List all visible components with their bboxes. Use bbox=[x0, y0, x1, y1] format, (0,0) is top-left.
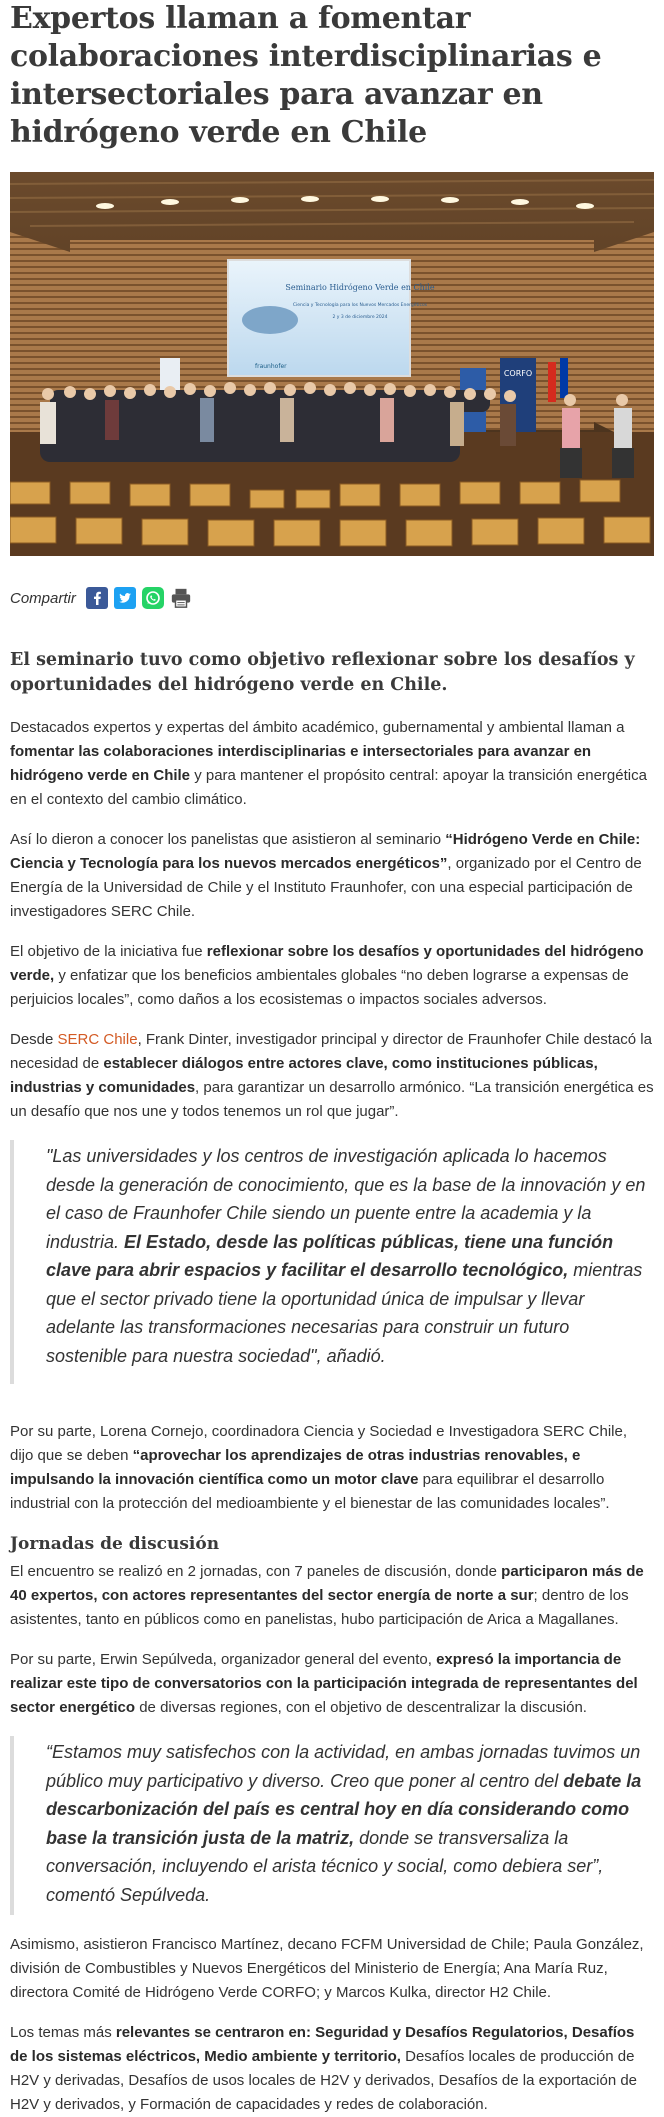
print-icon[interactable] bbox=[170, 587, 192, 609]
paragraph-7: Por su parte, Erwin Sepúlveda, organizador general del evento, expresó la importancia de realizar este tipo de conversatorios con la participación integrada de representantes del sector energético de diversas regiones, con el objetivo de descentralizar la discusión. bbox=[10, 1651, 638, 1716]
twitter-icon[interactable] bbox=[114, 587, 136, 609]
paragraph-2: Así lo dieron a conocer los panelistas que asistieron al seminario “Hidrógeno Verde en Chile: Ciencia y Tecnología para los nuevos mercados energéticos”, organizado por el Centro de Energía de la Universidad de Chile y el Instituto Fraunhofer, con una especial participación de investigadores SERC Chile. bbox=[10, 831, 642, 920]
article-photo bbox=[10, 172, 654, 556]
paragraph-9: Los temas más relevantes se centraron en: Seguridad y Desafíos Regulatorios, Desafíos de los sistemas eléctricos, Medio ambiente y territorio, Desafíos locales de producción de H2V y derivadas, Desafíos de usos locales de H2V y derivados, Desafíos de la exportación de H2V y derivados, y Formación de capacidades y redes de colaboración. bbox=[10, 2024, 638, 2113]
article-subtitle: El seminario tuvo como objetivo reflexionar sobre los desafíos y oportunidades del hidrógeno verde en Chile. bbox=[10, 650, 635, 695]
paragraph-5: Por su parte, Lorena Cornejo, coordinadora Ciencia y Sociedad e Investigadora SERC Chile, dijo que se deben “aprovechar los aprendizajes de otras industrias renovables, e impulsando la innovación científica como un motor clave para equilibrar el desarrollo industrial con la protección del medioambiente y el bienestar de las comunidades locales”. bbox=[10, 1423, 628, 1512]
facebook-icon[interactable] bbox=[86, 587, 108, 609]
share-label: Compartir bbox=[10, 589, 76, 607]
paragraph-6: El encuentro se realizó en 2 jornadas, con 7 paneles de discusión, donde participaron más de 40 expertos, con actores representantes del sector energía de norte a sur; dentro de los asistentes, tanto en públicos como en panelistas, hubo participación de Arica a Magallanes. bbox=[10, 1563, 644, 1628]
screen-logo: fraunhofer bbox=[255, 363, 287, 370]
screen-subtitle: Ciencia y Tecnología para los Nuevos Mercados Energéticos bbox=[292, 303, 428, 308]
screen-title: Seminario Hidrógeno Verde en Chile bbox=[285, 283, 435, 292]
paragraph-4: Desde SERC Chile, Frank Dinter, investigador principal y director de Fraunhofer Chile destacó la necesidad de establecer diálogos entre actores clave, como instituciones públicas, industrias y comunidades, para garantizar un desarrollo armónico. “La transición energética es un desafío que nos une y todos tenemos un rol que jugar”. bbox=[10, 1031, 654, 1120]
serc-chile-link[interactable]: SERC Chile bbox=[57, 1031, 138, 1048]
quote-dinter: "Las universidades y los centros de investigación aplicada lo hacemos desde la generación de conocimiento, que es la base de la innovación y en el caso de Fraunhofer Chile siendo un puente entre la academia y la industria. El Estado, desde las políticas públicas, tiene una función clave para abrir espacios y facilitar el desarrollo tecnológico, mientras que el sector privado tiene la oportunidad única de impulsar y llevar adelante las transformaciones necesarias para construir un futuro sostenible para nuestra sociedad", añadió. bbox=[10, 1140, 654, 1384]
article-title: Expertos llaman a fomentar colaboraciones interdisciplinarias e intersectoriales para avanzar en hidrógeno verde en Chile bbox=[10, 1, 602, 150]
quote-sepulveda: “Estamos muy satisfechos con la actividad, en ambas jornadas tuvimos un público muy participativo y diverso. Creo que poner al centro del debate la descarbonización del país es central hoy en día considerando como base la transición justa de la matriz, donde se transversaliza la conversación, incluyendo el arista técnico y social, como debiera ser”, comentó Sepúlveda. bbox=[10, 1736, 654, 1915]
corfo-banner: CORFO bbox=[503, 369, 533, 378]
screen-date: 2 y 3 de diciembre 2024 bbox=[332, 315, 388, 320]
paragraph-3: El objetivo de la iniciativa fue reflexionar sobre los desafíos y oportunidades del hidrógeno verde, y enfatizar que los beneficios ambientales globales “no deben lograrse a expensas de perjuicios locales”, como daños a los ecosistemas o impactos sociales adversos. bbox=[10, 943, 644, 1008]
seminar-group-photo bbox=[10, 172, 654, 556]
paragraph-1: Destacados expertos y expertas del ámbito académico, gubernamental y ambiental llaman a fomentar las colaboraciones interdisciplinarias e intersectoriales para avanzar en hidrógeno verde en Chile y para mantener el propósito central: apoyar la transición energética en el contexto del cambio climático. bbox=[10, 719, 647, 808]
section-heading-jornadas: Jornadas de discusión bbox=[10, 1534, 220, 1554]
paragraph-8: Asimismo, asistieron Francisco Martínez, decano FCFM Universidad de Chile; Paula González, división de Combustibles y Nuevos Energéticos del Ministerio de Energía; Ana María Ruz, directora Comité de Hidrógeno Verde CORFO; y Marcos Kulka, director H2 Chile. bbox=[10, 1936, 644, 2001]
whatsapp-icon[interactable] bbox=[142, 587, 164, 609]
share-bar bbox=[10, 582, 654, 614]
